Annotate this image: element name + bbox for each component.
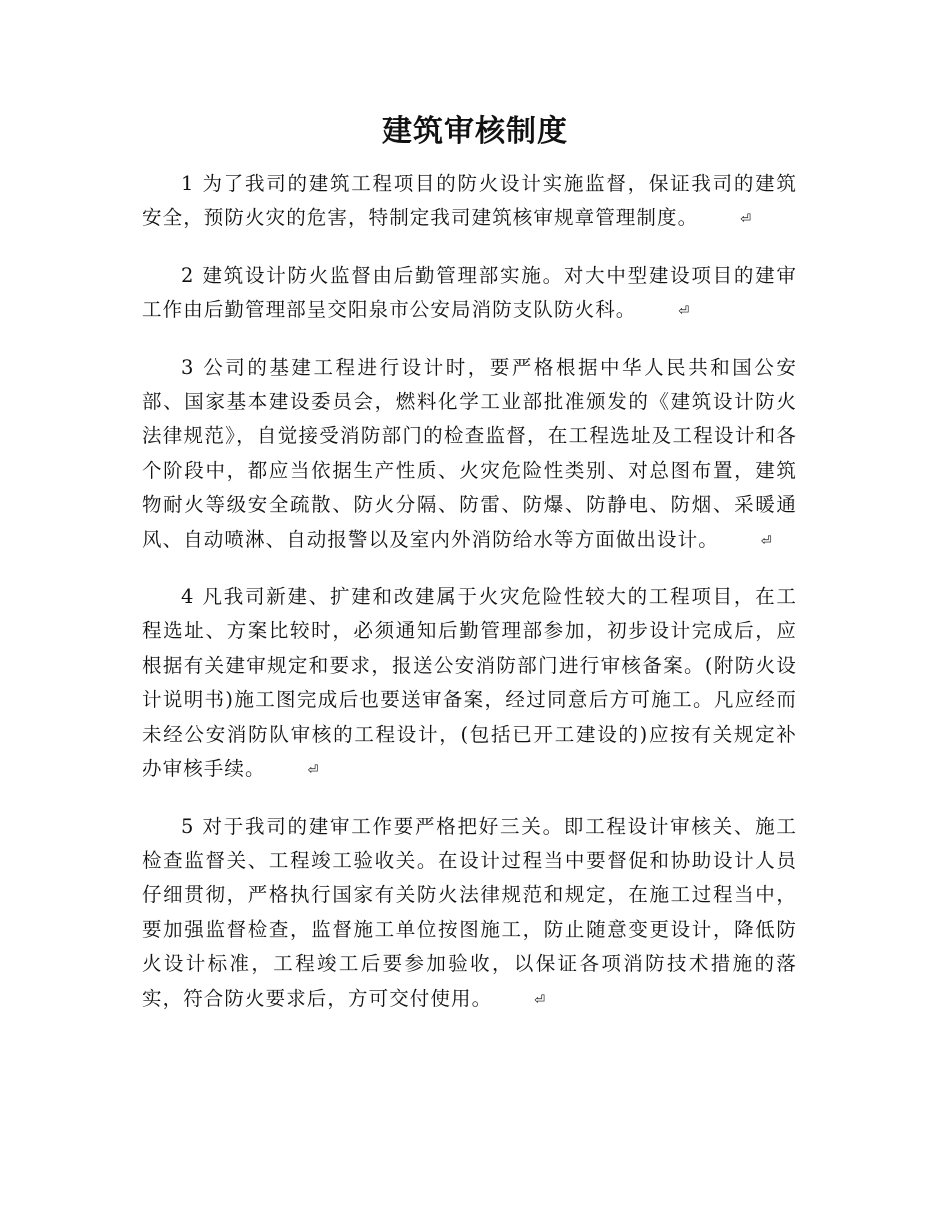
paragraph-4-text: 4 凡我司新建、扩建和改建属于火灾危险性较大的工程项目，在工程选址、方案比较时，必须通知后勤管理部参加，初步设计完成后，应根据有关建审规定和要求，报送公安消防部门进行审核备案。(附防火设计说明书)施工图完成后也要送审备案，经过同意后方可施工。凡应经而未经公安消防队审核的工程设计，(包括已开工建设的)应按有关规定补办审核手续。 bbox=[142, 585, 797, 781]
paragraph-mark-icon: ⏎ bbox=[307, 763, 319, 779]
document-title: 建筑审核制度 bbox=[382, 114, 568, 149]
paragraph-mark-icon: ⏎ bbox=[740, 212, 752, 228]
paragraph-5 bbox=[142, 810, 797, 1018]
paragraph-mark-icon: ⏎ bbox=[760, 533, 772, 549]
paragraph-2 bbox=[142, 259, 797, 330]
paragraph-mark-icon: ⏎ bbox=[678, 304, 690, 320]
paragraph-4 bbox=[142, 580, 797, 788]
paragraph-3-text: 3 公司的基建工程进行设计时，要严格根据中华人民共和国公安部、国家基本建设委员会，燃料化学工业部批准颁发的《建筑设计防火法律规范》，自觉接受消防部门的检查监督，在工程选址及工程设计和各个阶段中，都应当依据生产性质、火灾危险性类别、对总图布置，建筑物耐火等级安全疏散、防火分隔、防雷、防爆、防静电、防烟、采暖通风、自动喷淋、自动报警以及室内外消防给水等方面做出设计。 bbox=[142, 355, 797, 551]
paragraph-5-text: 5 对于我司的建审工作要严格把好三关。即工程设计审核关、施工检查监督关、工程竣工验收关。在设计过程当中要督促和协助设计人员仔细贯彻，严格执行国家有关防火法律规范和规定，在施工过程当中，要加强监督检查，监督施工单位按图施工，防止随意变更设计，降低防火设计标准，工程竣工后要参加验收，以保证各项消防技术措施的落实，符合防火要求后，方可交付使用。 bbox=[142, 814, 797, 1010]
document-body bbox=[142, 167, 797, 1039]
paragraph-3 bbox=[142, 351, 797, 559]
paragraph-1 bbox=[142, 167, 797, 238]
paragraph-2-text: 2 建筑设计防火监督由后勤管理部实施。对大中型建设项目的建审工作由后勤管理部呈交阳泉市公安局消防支队防火科。 bbox=[142, 263, 797, 322]
paragraph-1-text: 1 为了我司的建筑工程项目的防火设计实施监督，保证我司的建筑安全，预防火灾的危害，特制定我司建筑核审规章管理制度。 bbox=[142, 172, 797, 230]
paragraph-mark-icon: ⏎ bbox=[534, 992, 546, 1008]
